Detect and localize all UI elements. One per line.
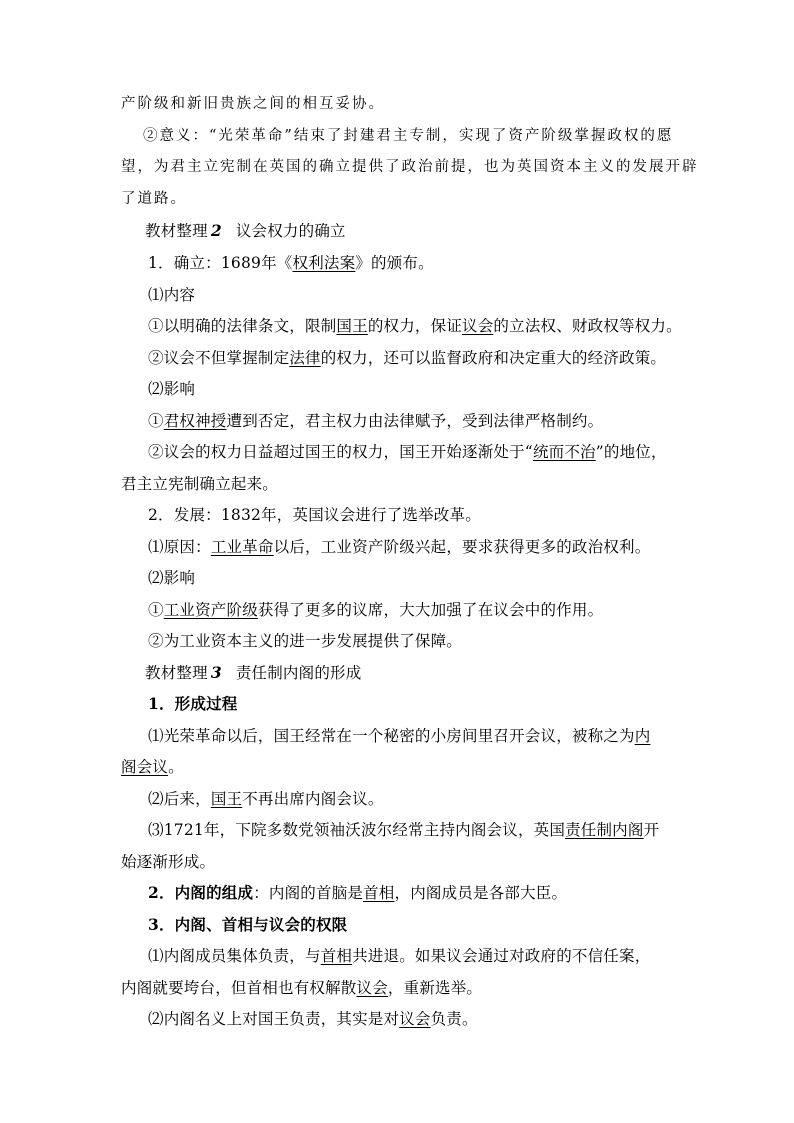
answer-blank: 工业资产阶级	[163, 601, 258, 619]
answer-blank: 权利法案	[292, 254, 356, 272]
answer-blank: 国王	[336, 317, 368, 335]
text: 。	[168, 758, 184, 776]
text: ①	[148, 601, 164, 619]
text: ⑵影响	[148, 380, 196, 398]
text: 望，为君主立宪制在英国的确立提供了政治前提，也为英国资本主义的发展开辟	[121, 159, 699, 175]
paragraph-line	[143, 126, 673, 146]
answer-blank: 阁会议	[121, 758, 169, 776]
answer-blank: 工业革命	[210, 538, 274, 556]
text: 的立法权、财政权等权力。	[493, 317, 682, 335]
paragraph-line	[148, 820, 659, 840]
text: 负责。	[430, 1010, 478, 1028]
section-heading-2	[145, 221, 346, 241]
section-prefix: 教材整理	[145, 664, 208, 682]
text: 产阶级和新旧贵族之间的相互妥协。	[121, 96, 385, 112]
paragraph-line	[148, 505, 481, 525]
paragraph-line	[148, 1009, 478, 1029]
answer-blank: 首相	[363, 884, 395, 902]
text: 的权力，保证	[367, 317, 463, 335]
text: ⑵后来，	[148, 790, 211, 808]
paragraph-line	[121, 978, 482, 998]
answer-blank: 国王	[210, 790, 243, 808]
text: 获得了更多的议席，大大加强了在议会中的作用。	[257, 601, 604, 619]
paragraph-line	[121, 474, 278, 494]
text: 的权力，还可以监督政府和决定重大的经济政策。	[320, 349, 667, 367]
subheading	[148, 915, 347, 935]
section-title: 责任制内阁的形成	[235, 664, 362, 682]
text: ①	[148, 412, 164, 430]
text: ⑴内阁成员集体负责，与	[148, 947, 321, 965]
section-title: 议会权力的确立	[235, 222, 346, 240]
text: ⑵内阁名义上对国王负责，其实是对	[148, 1010, 400, 1028]
text: ⑵影响	[148, 569, 196, 587]
paragraph-line	[148, 537, 650, 557]
text: ：内阁的首脑是	[253, 884, 364, 902]
paragraph-line	[148, 379, 195, 399]
paragraph-line	[121, 94, 385, 114]
text: 了道路。	[121, 191, 187, 207]
paragraph-line	[148, 883, 567, 903]
text: 不再出席内阁会议。	[242, 790, 384, 808]
text: 开	[643, 821, 660, 839]
text: ⑶1721年，下院多数党领袖沃波尔经常主持内阁会议，英国	[148, 821, 566, 839]
paragraph-line	[121, 157, 699, 177]
text: ①以明确的法律条文，限制	[148, 317, 337, 335]
paragraph-line	[148, 946, 650, 966]
paragraph-line	[148, 253, 434, 273]
section-prefix: 教材整理	[145, 222, 208, 240]
paragraph-line	[148, 348, 666, 368]
paragraph-line	[148, 285, 195, 305]
answer-blank: 君权神授	[163, 412, 227, 430]
answer-blank: 统而不治	[532, 443, 596, 461]
section-number: 3	[210, 663, 222, 682]
text: 遭到否定，君主权力由法律赋予，受到法律严格制约。	[226, 412, 604, 430]
paragraph-line	[148, 411, 603, 431]
text: ⑴原因：	[148, 538, 211, 556]
text: ⑴内容	[148, 286, 196, 304]
paragraph-line	[148, 726, 650, 746]
text: 始逐渐形成。	[121, 853, 216, 871]
text: 1．确立：1689年《	[148, 254, 293, 272]
subheading	[148, 694, 238, 714]
text: ，重新选举。	[387, 979, 483, 997]
paragraph-line	[121, 852, 215, 872]
text: ②议会不但掌握制定	[148, 349, 290, 367]
paragraph-line	[148, 600, 603, 620]
text: 以后，工业资产阶级兴起，要求获得更多的政治权利。	[273, 538, 651, 556]
section-heading-3	[145, 663, 361, 683]
paragraph-line	[121, 189, 187, 209]
answer-blank: 内	[634, 727, 651, 745]
paragraph-line	[148, 631, 462, 651]
paragraph-line	[148, 568, 195, 588]
section-number: 2	[210, 221, 222, 240]
text: ⑴光荣革命以后，国王经常在一个秘密的小房间里召开会议，被称之为	[148, 727, 635, 745]
text: ②意义：“光荣革命”结束了封建君主专制，实现了资产阶级掌握政权的愿	[143, 128, 674, 144]
text: ”的地位，	[595, 443, 667, 461]
text: 3．内阁、首相与议会的权限	[148, 915, 348, 934]
paragraph-line	[148, 789, 384, 809]
paragraph-line	[148, 442, 667, 462]
answer-blank: 责任制内阁	[565, 821, 644, 839]
text: 2．内阁的组成	[148, 883, 254, 902]
answer-blank: 法律	[289, 349, 321, 367]
text: ，内阁成员是各部大臣。	[394, 884, 568, 902]
answer-blank: 议会	[356, 979, 388, 997]
text: ②议会的权力日益超过国王的权力，国王开始逐渐处于“	[148, 443, 533, 461]
answer-blank: 议会	[399, 1010, 431, 1028]
text: 君主立宪制确立起来。	[121, 475, 279, 493]
paragraph-line	[121, 757, 184, 777]
text: 共进退。如果议会通过对政府的不信任案，	[352, 947, 651, 965]
text: ②为工业资本主义的进一步发展提供了保障。	[148, 632, 463, 650]
paragraph-line	[148, 316, 682, 336]
text: 1．形成过程	[148, 694, 238, 713]
answer-blank: 首相	[320, 947, 353, 965]
text: 》的颁布。	[355, 254, 434, 272]
answer-blank: 议会	[462, 317, 494, 335]
text: 2．发展：1832年，英国议会进行了选举改革。	[148, 506, 481, 524]
text: 内阁就要垮台，但首相也有权解散	[121, 979, 357, 997]
